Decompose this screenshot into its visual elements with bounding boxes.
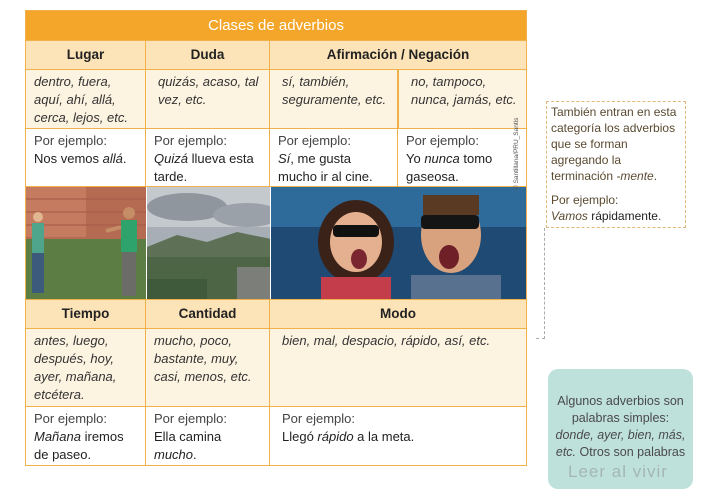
photo-cinema-3d (271, 187, 526, 299)
note-text: . (657, 209, 662, 223)
header-modo: Modo (270, 300, 526, 328)
example-text: iremos de paseo. (34, 429, 124, 462)
example-text: Yo (406, 151, 425, 166)
note-example-verb: Vamos (551, 209, 588, 223)
example-adverb: nunca (424, 151, 460, 166)
top-header-row (26, 40, 526, 69)
example-text: a la meta. (353, 429, 415, 444)
example-text: . (122, 151, 127, 166)
example-label: Por ejemplo: (154, 133, 227, 148)
modo-words: bien, mal, despacio, rápido, así, etc. (270, 329, 526, 406)
afirmacion-example (270, 129, 398, 186)
duda-example (146, 129, 270, 186)
side-note-text (551, 104, 681, 184)
bottom-example-row (26, 406, 526, 465)
example-adverb: mucho (154, 447, 194, 462)
lugar-words: dentro, fuera, aquí, ahí, allá, cerca, lejos, etc. (26, 70, 146, 128)
city-sky-illustration (147, 187, 271, 299)
example-label: Por ejemplo: (282, 411, 355, 426)
example-text: Nos vemos (34, 151, 103, 166)
negacion-words: no, tampoco, nunca, jamás, etc. (398, 70, 526, 128)
photo-credit: © Santillana/PRU_Santis (513, 117, 520, 190)
example-label: Por ejemplo: (154, 411, 227, 426)
example-label: Por ejemplo: (406, 133, 479, 148)
example-text: llueva esta tarde. (154, 151, 254, 184)
negacion-example (398, 129, 526, 186)
note-connector (536, 228, 545, 339)
cantidad-example (146, 407, 270, 465)
tiempo-words: antes, luego, después, hoy, ayer, mañana, etcétera. (26, 329, 146, 406)
people-pointing-illustration (26, 187, 146, 299)
header-tiempo: Tiempo (26, 300, 146, 328)
example-text: , me gusta mucho ir al cine. (278, 151, 373, 184)
bottom-header-row (26, 299, 526, 328)
note-suffix: -mente (616, 169, 654, 183)
top-example-row (26, 128, 526, 186)
photo-people-pointing (26, 187, 147, 299)
afirmacion-words: sí, también, seguramente, etc. (270, 70, 398, 128)
tip-words: donde, ayer, bien, más, etc. (555, 428, 686, 459)
header-duda: Duda (146, 41, 270, 69)
header-cantidad: Cantidad (146, 300, 270, 328)
photo-city-sky (147, 187, 272, 299)
note-text: . (653, 169, 658, 183)
cinema-3d-illustration (271, 187, 526, 299)
duda-words: quizás, acaso, tal vez, etc. (146, 70, 270, 128)
cantidad-words: mucho, poco, bastante, muy, casi, menos, etc. (146, 329, 270, 406)
example-text: Llegó (282, 429, 318, 444)
bottom-words-row (26, 328, 526, 406)
lugar-example (26, 129, 146, 186)
note-example-adverb: rápidamente (587, 209, 658, 223)
example-adverb: Mañana (34, 429, 81, 444)
example-adverb: rápido (317, 429, 354, 444)
note-text: También entran en esta categoría los adverbios que se forman agregando la terminación (551, 105, 677, 183)
header-lugar: Lugar (26, 41, 146, 69)
side-note-example (551, 192, 681, 224)
tip-text: Otros son palabras (576, 445, 686, 459)
modo-example (270, 407, 526, 465)
side-note (546, 101, 686, 228)
example-adverb: Quizá (154, 151, 188, 166)
example-text: Ella camina (154, 429, 222, 444)
watermark: Leer al vivir (568, 462, 668, 481)
note-example-label: Por ejemplo: (551, 193, 619, 207)
tip-text: Algunos adverbios son palabras simples: (557, 394, 684, 425)
example-adverb: Sí (278, 151, 291, 166)
example-adverb: allá (102, 151, 123, 166)
photo-strip (26, 186, 526, 299)
adverbs-table (25, 10, 527, 466)
example-label: Por ejemplo: (278, 133, 351, 148)
top-words-row (26, 69, 526, 128)
example-label: Por ejemplo: (34, 133, 107, 148)
example-text: tomo gaseosa. (406, 151, 493, 184)
example-label: Por ejemplo: (34, 411, 107, 426)
tiempo-example (26, 407, 146, 465)
table-title: Clases de adverbios (26, 11, 526, 40)
example-text: . (193, 447, 197, 462)
header-afirmacion-negacion: Afirmación / Negación (270, 41, 526, 69)
